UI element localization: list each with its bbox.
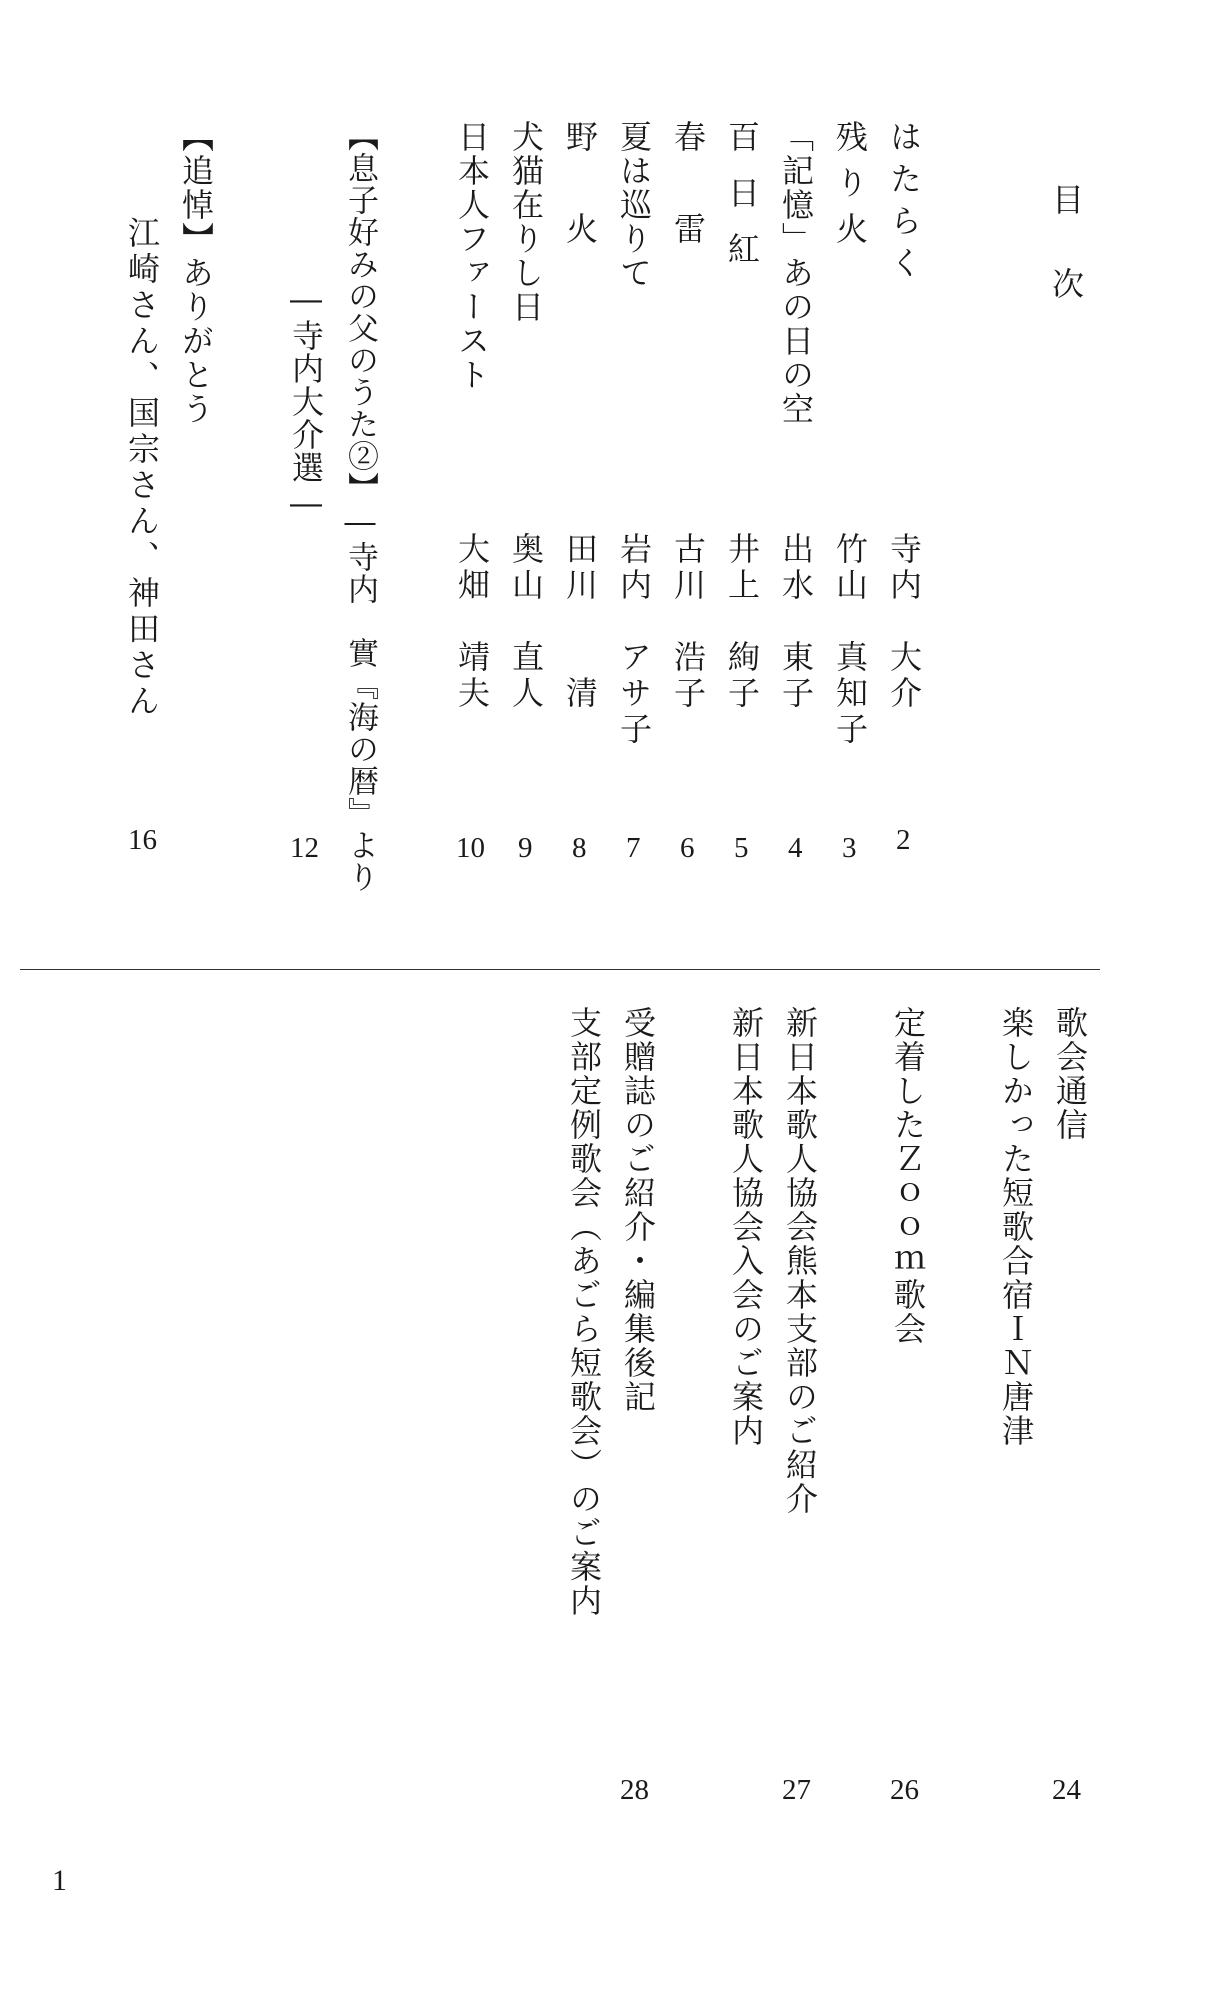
lower-entry-page-number: 24 bbox=[1052, 1774, 1081, 1806]
entry-author: 竹山 真知子 bbox=[831, 532, 869, 748]
entry-title: はたらく bbox=[885, 120, 923, 288]
lower-entry-title: 新日本歌人協会入会のご案内 bbox=[727, 1006, 765, 1448]
entry-page-number: 6 bbox=[680, 832, 695, 864]
entry-title: 夏は巡りて bbox=[615, 120, 653, 290]
special-feature-title: 【息子好みの父のうた②】―寺内 實『海の暦』より bbox=[342, 120, 378, 893]
entry-author: 古川 浩子 bbox=[669, 532, 707, 712]
special-feature-subtitle: ―寺内大介選― bbox=[287, 280, 325, 523]
entry-title: 日本人ファースト bbox=[453, 120, 491, 392]
entry-page-number: 9 bbox=[518, 832, 533, 864]
entry-title: 野 火 bbox=[561, 120, 599, 258]
entry-page-number: 8 bbox=[572, 832, 587, 864]
entry-author: 井上 絢子 bbox=[723, 532, 761, 712]
entry-title: 春 雷 bbox=[669, 120, 707, 258]
memorial-subtitle: 江崎さん、国宗さん、神田さん bbox=[123, 216, 161, 720]
entry-page-number: 3 bbox=[842, 832, 857, 864]
entry-page-number: 5 bbox=[734, 832, 749, 864]
entry-title: 百日紅 bbox=[723, 120, 761, 288]
entry-author: 大畑 靖夫 bbox=[453, 532, 491, 712]
entry-page-number: 4 bbox=[788, 832, 803, 864]
lower-entry-page-number: 28 bbox=[620, 1774, 649, 1806]
entry-page-number: 7 bbox=[626, 832, 641, 864]
entry-page-number: 2 bbox=[896, 824, 911, 856]
lower-entry-title: 歌会通信 bbox=[1051, 1006, 1089, 1142]
memorial-page-number: 16 bbox=[128, 824, 157, 856]
section-divider bbox=[20, 969, 1100, 970]
lower-entry-page-number: 26 bbox=[890, 1774, 919, 1806]
entry-page-number: 10 bbox=[456, 832, 485, 864]
folio-page-number: 1 bbox=[52, 1864, 67, 1897]
lower-entry-title: 支部定例歌会（あごら短歌会）のご案内 bbox=[565, 1006, 603, 1618]
memorial-title: 【追悼】ありがとう bbox=[177, 120, 215, 426]
special-feature-page-number: 12 bbox=[290, 832, 319, 864]
entry-title: 「記憶」あの日の空 bbox=[777, 120, 815, 426]
entry-title: 犬猫在りし日 bbox=[507, 120, 545, 324]
toc-heading: 目 次 bbox=[1047, 183, 1085, 309]
lower-entry-title: 定着したＺｏｏｍ歌会 bbox=[889, 1006, 927, 1346]
lower-entry-page-number: 27 bbox=[782, 1774, 811, 1806]
entry-author: 奥山 直人 bbox=[507, 532, 545, 712]
entry-author: 岩内 アサ子 bbox=[615, 532, 653, 748]
lower-entry-title: 受贈誌のご紹介・編集後記 bbox=[619, 1006, 657, 1414]
lower-entry-title: 新日本歌人協会熊本支部のご紹介 bbox=[781, 1006, 819, 1516]
entry-author: 田川 清 bbox=[561, 532, 599, 712]
entry-author: 出水 東子 bbox=[777, 532, 815, 712]
entry-title: 残り火 bbox=[831, 120, 869, 258]
entry-author: 寺内 大介 bbox=[885, 532, 923, 712]
lower-entry-title: 楽しかった短歌合宿ＩＮ唐津 bbox=[997, 1006, 1035, 1448]
